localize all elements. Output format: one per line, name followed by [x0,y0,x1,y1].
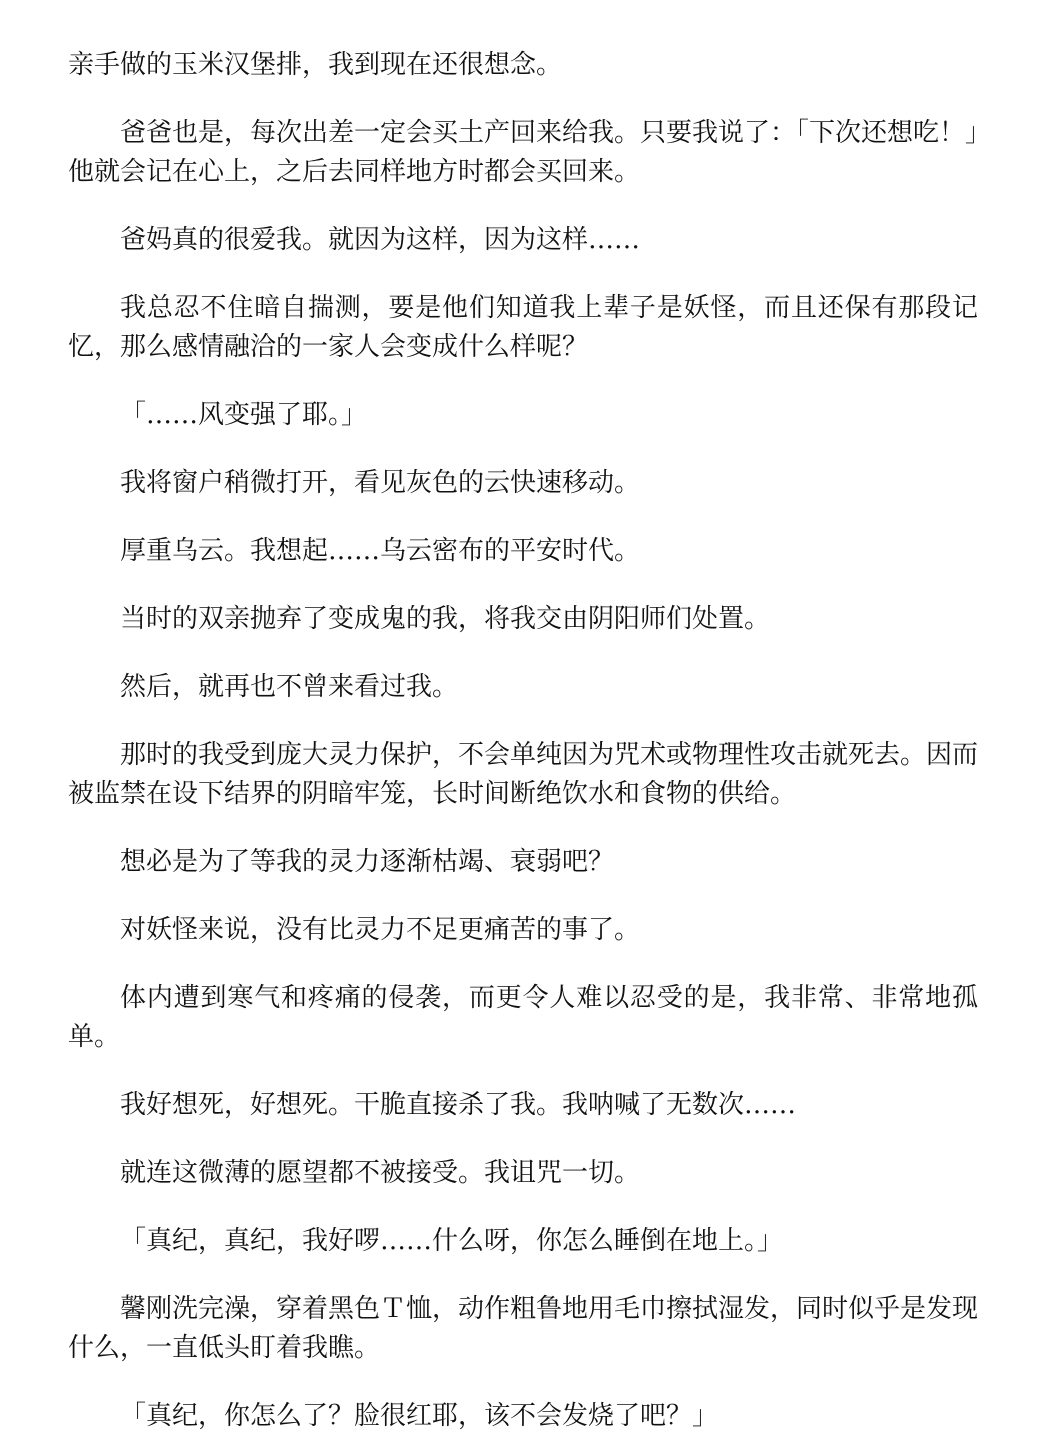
paragraph-7: 厚重乌云。我想起……乌云密布的平安时代。 [120,536,641,566]
novel-page [68,0,978,1436]
paragraph-4: 我总忍不住暗自揣测，要是他们知道我上辈子是妖怪，而且还保有那段记忆，那么感情融洽的一家人会变成什么样呢？ [68,293,978,362]
paragraph-1: 亲手做的玉米汉堡排，我到现在还很想念。 [68,50,563,80]
paragraph-8: 当时的双亲抛弃了变成鬼的我，将我交由阴阳师们处置。 [120,604,771,634]
paragraph-2: 爸爸也是，每次出差一定会买土产回来给我。只要我说了：「下次还想吃！」他就会记在心上，之后去同样地方时都会买回来。 [68,118,979,187]
paragraph-13: 体内遭到寒气和疼痛的侵袭，而更令人难以忍受的是，我非常、非常地孤单。 [68,983,978,1052]
paragraph-12: 对妖怪来说，没有比灵力不足更痛苦的事了。 [120,915,641,945]
paragraph-16: 「真纪，真纪，我好啰……什么呀，你怎么睡倒在地上。」 [120,1226,784,1256]
paragraph-11: 想必是为了等我的灵力逐渐枯竭、衰弱吧？ [120,847,615,877]
paragraph-6: 我将窗户稍微打开，看见灰色的云快速移动。 [120,468,641,498]
paragraph-18: 「真纪，你怎么了？脸很红耶，该不会发烧了吧？」 [120,1401,719,1431]
paragraph-10: 那时的我受到庞大灵力保护，不会单纯因为咒术或物理性攻击就死去。因而被监禁在设下结界的阴暗牢笼，长时间断绝饮水和食物的供给。 [68,740,979,809]
paragraph-5: 「……风变强了耶。」 [120,400,368,430]
paragraph-14: 我好想死，好想死。干脆直接杀了我。我呐喊了无数次…… [120,1090,797,1120]
paragraph-3: 爸妈真的很爱我。就因为这样，因为这样…… [120,225,641,255]
paragraph-17: 馨刚洗完澡，穿着黑色Ｔ恤，动作粗鲁地用毛巾擦拭湿发，同时似乎是发现什么，一直低头盯着我瞧。 [68,1294,979,1363]
paragraph-15: 就连这微薄的愿望都不被接受。我诅咒一切。 [120,1158,641,1188]
paragraph-9: 然后，就再也不曾来看过我。 [120,672,459,702]
